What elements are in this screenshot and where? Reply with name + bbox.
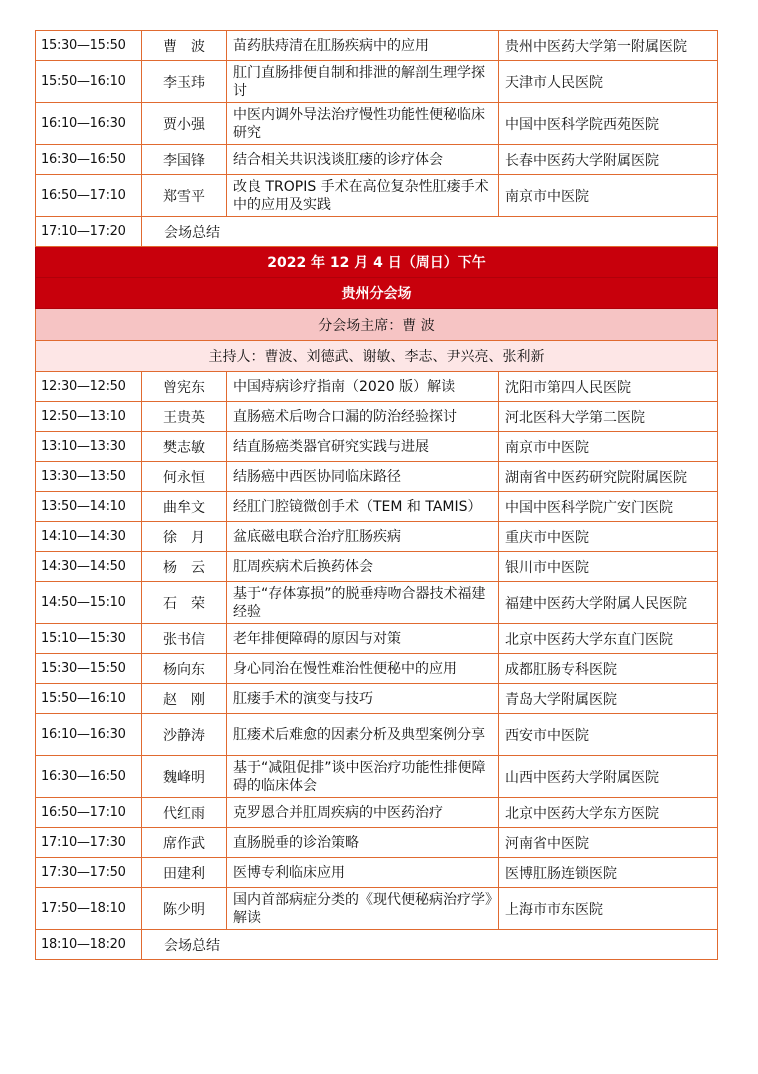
speaker-cell: 石 荣	[142, 582, 227, 624]
org-cell: 长春中医药大学附属医院	[499, 145, 718, 175]
speaker-cell: 赵 刚	[142, 684, 227, 714]
speaker-cell: 李国锋	[142, 145, 227, 175]
time-cell: 12:50—13:10	[36, 402, 142, 432]
table-row	[36, 103, 718, 145]
topic-cell: 结直肠癌类器官研究实践与进展	[227, 432, 499, 462]
speaker-cell: 郑雪平	[142, 175, 227, 217]
topic-cell: 经肛门腔镜微创手术（TEM 和 TAMIS）	[227, 492, 499, 522]
time-cell: 17:30—17:50	[36, 858, 142, 888]
speaker-cell: 樊志敏	[142, 432, 227, 462]
time-cell: 16:10—16:30	[36, 714, 142, 756]
topic-cell: 盆底磁电联合治疗肛肠疾病	[227, 522, 499, 552]
session-venue-header	[36, 278, 718, 309]
topic-cell: 肛门直肠排便自制和排泄的解剖生理学探讨	[227, 61, 499, 103]
time-cell: 13:30—13:50	[36, 462, 142, 492]
speaker-cell: 沙静涛	[142, 714, 227, 756]
topic-cell: 结合相关共识浅谈肛瘘的诊疗体会	[227, 145, 499, 175]
time-cell: 16:50—17:10	[36, 798, 142, 828]
topic-cell: 直肠癌术后吻合口漏的防治经验探讨	[227, 402, 499, 432]
table-row	[36, 432, 718, 462]
org-cell: 重庆市中医院	[499, 522, 718, 552]
topic-cell: 中医内调外导法治疗慢性功能性便秘临床研究	[227, 103, 499, 145]
summary-label: 会场总结	[142, 930, 718, 960]
time-cell: 16:50—17:10	[36, 175, 142, 217]
session-chair-row	[36, 309, 718, 341]
session-chair: 分会场主席：曹 波	[36, 309, 718, 341]
time-cell: 14:30—14:50	[36, 552, 142, 582]
time-cell: 16:30—16:50	[36, 145, 142, 175]
table-row	[36, 372, 718, 402]
speaker-cell: 魏峰明	[142, 756, 227, 798]
org-cell: 南京市中医院	[499, 432, 718, 462]
session-date-header	[36, 247, 718, 278]
org-cell: 沈阳市第四人民医院	[499, 372, 718, 402]
speaker-cell: 曹 波	[142, 31, 227, 61]
session-date: 2022 年 12 月 4 日（周日）下午	[36, 247, 718, 278]
table-row	[36, 858, 718, 888]
org-cell: 北京中医药大学东直门医院	[499, 624, 718, 654]
topic-cell: 肛瘘术后难愈的因素分析及典型案例分享	[227, 714, 499, 756]
table-row	[36, 756, 718, 798]
speaker-cell: 贾小强	[142, 103, 227, 145]
topic-cell: 医博专利临床应用	[227, 858, 499, 888]
summary-row	[36, 930, 718, 960]
topic-cell: 克罗恩合并肛周疾病的中医药治疗	[227, 798, 499, 828]
topic-cell: 老年排便障碍的原因与对策	[227, 624, 499, 654]
org-cell: 中国中医科学院广安门医院	[499, 492, 718, 522]
time-cell: 16:10—16:30	[36, 103, 142, 145]
topic-cell: 苗药肤痔清在肛肠疾病中的应用	[227, 31, 499, 61]
time-cell: 12:30—12:50	[36, 372, 142, 402]
topic-cell: 中国痔病诊疗指南（2020 版）解读	[227, 372, 499, 402]
speaker-cell: 杨向东	[142, 654, 227, 684]
table-row	[36, 522, 718, 552]
table-row	[36, 175, 718, 217]
topic-cell: 肛瘘手术的演变与技巧	[227, 684, 499, 714]
table-row	[36, 582, 718, 624]
org-cell: 福建中医药大学附属人民医院	[499, 582, 718, 624]
org-cell: 山西中医药大学附属医院	[499, 756, 718, 798]
topic-cell: 结肠癌中西医协同临床路径	[227, 462, 499, 492]
time-cell: 16:30—16:50	[36, 756, 142, 798]
speaker-cell: 李玉玮	[142, 61, 227, 103]
speaker-cell: 席作武	[142, 828, 227, 858]
org-cell: 湖南省中医药研究院附属医院	[499, 462, 718, 492]
time-cell: 18:10—18:20	[36, 930, 142, 960]
time-cell: 15:30—15:50	[36, 31, 142, 61]
speaker-cell: 曾宪东	[142, 372, 227, 402]
time-cell: 15:30—15:50	[36, 654, 142, 684]
time-cell: 17:50—18:10	[36, 888, 142, 930]
org-cell: 医博肛肠连锁医院	[499, 858, 718, 888]
schedule-table	[35, 30, 718, 960]
topic-cell: 国内首部病症分类的《现代便秘病治疗学》解读	[227, 888, 499, 930]
time-cell: 14:50—15:10	[36, 582, 142, 624]
time-cell: 17:10—17:20	[36, 217, 142, 247]
table-row	[36, 888, 718, 930]
org-cell: 银川市中医院	[499, 552, 718, 582]
topic-cell: 身心同治在慢性难治性便秘中的应用	[227, 654, 499, 684]
topic-cell: 基于“减阻促排”谈中医治疗功能性排便障碍的临床体会	[227, 756, 499, 798]
org-cell: 河南省中医院	[499, 828, 718, 858]
org-cell: 河北医科大学第二医院	[499, 402, 718, 432]
speaker-cell: 代红雨	[142, 798, 227, 828]
speaker-cell: 张书信	[142, 624, 227, 654]
session-venue: 贵州分会场	[36, 278, 718, 309]
org-cell: 成都肛肠专科医院	[499, 654, 718, 684]
topic-cell: 改良 TROPIS 手术在高位复杂性肛瘘手术中的应用及实践	[227, 175, 499, 217]
table-row	[36, 654, 718, 684]
table-row	[36, 462, 718, 492]
table-row	[36, 61, 718, 103]
table-row	[36, 402, 718, 432]
time-cell: 13:10—13:30	[36, 432, 142, 462]
org-cell: 西安市中医院	[499, 714, 718, 756]
org-cell: 南京市中医院	[499, 175, 718, 217]
topic-cell: 肛周疾病术后换药体会	[227, 552, 499, 582]
time-cell: 17:10—17:30	[36, 828, 142, 858]
org-cell: 上海市市东医院	[499, 888, 718, 930]
table-row	[36, 684, 718, 714]
table-row	[36, 552, 718, 582]
table-row	[36, 828, 718, 858]
summary-label: 会场总结	[142, 217, 718, 247]
time-cell: 14:10—14:30	[36, 522, 142, 552]
session-hosts-row	[36, 341, 718, 372]
table-row	[36, 714, 718, 756]
topic-cell: 基于“存体寡损”的脱垂痔吻合器技术福建经验	[227, 582, 499, 624]
time-cell: 15:50—16:10	[36, 684, 142, 714]
table-row	[36, 145, 718, 175]
org-cell: 天津市人民医院	[499, 61, 718, 103]
org-cell: 青岛大学附属医院	[499, 684, 718, 714]
time-cell: 15:50—16:10	[36, 61, 142, 103]
time-cell: 13:50—14:10	[36, 492, 142, 522]
speaker-cell: 何永恒	[142, 462, 227, 492]
org-cell: 中国中医科学院西苑医院	[499, 103, 718, 145]
table-row	[36, 492, 718, 522]
speaker-cell: 徐 月	[142, 522, 227, 552]
table-row	[36, 31, 718, 61]
session-hosts: 主持人：曹波、刘德武、谢敏、李志、尹兴亮、张利新	[36, 341, 718, 372]
table-row	[36, 624, 718, 654]
time-cell: 15:10—15:30	[36, 624, 142, 654]
speaker-cell: 王贵英	[142, 402, 227, 432]
speaker-cell: 陈少明	[142, 888, 227, 930]
topic-cell: 直肠脱垂的诊治策略	[227, 828, 499, 858]
speaker-cell: 曲牟文	[142, 492, 227, 522]
org-cell: 贵州中医药大学第一附属医院	[499, 31, 718, 61]
speaker-cell: 杨 云	[142, 552, 227, 582]
org-cell: 北京中医药大学东方医院	[499, 798, 718, 828]
table-row	[36, 798, 718, 828]
speaker-cell: 田建利	[142, 858, 227, 888]
summary-row	[36, 217, 718, 247]
